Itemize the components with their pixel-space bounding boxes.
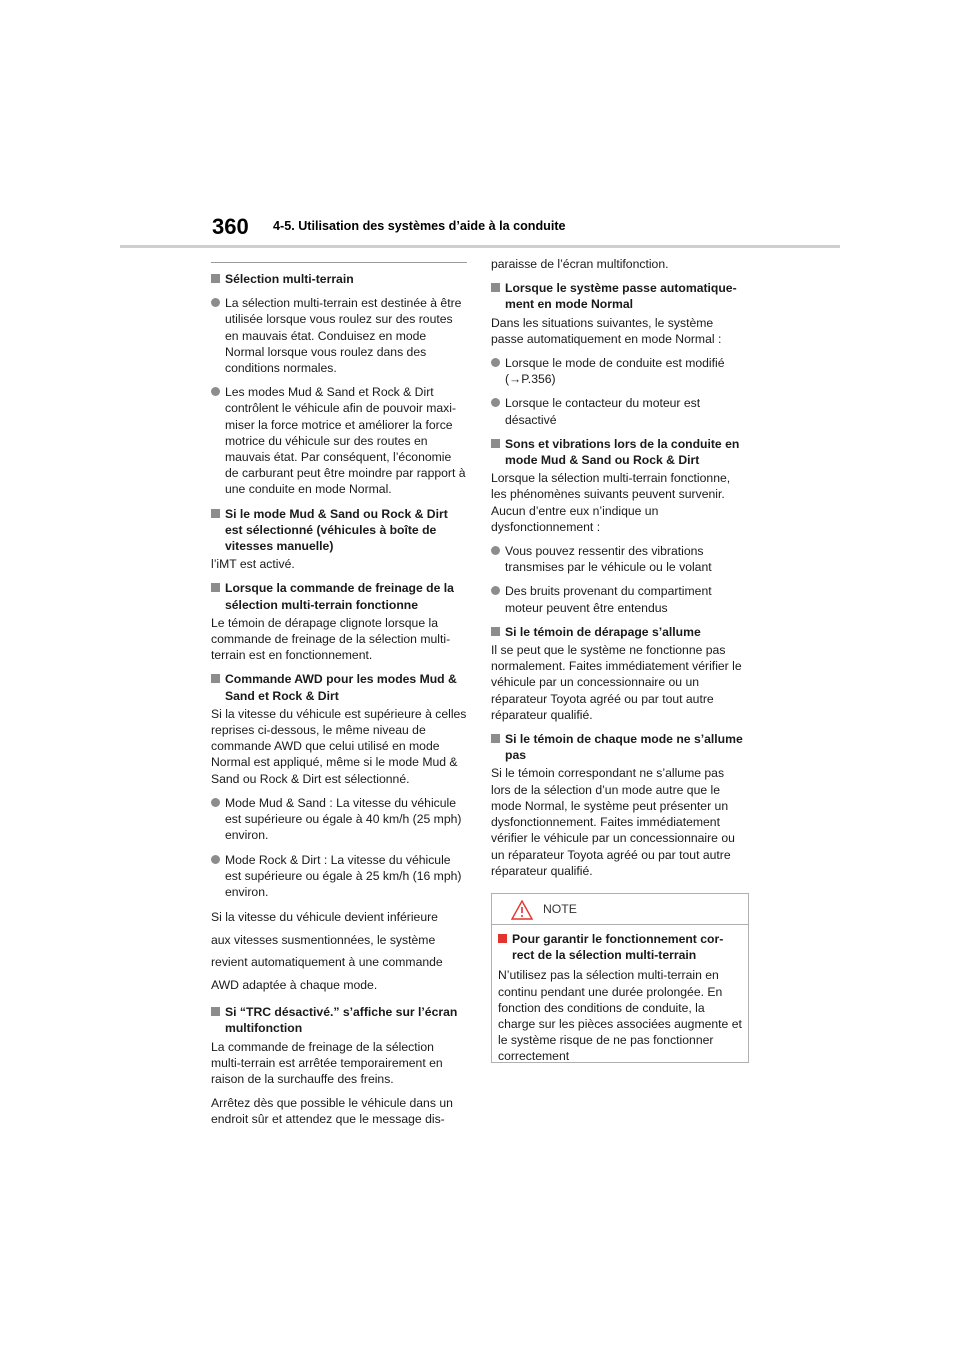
bullet-item: Des bruits provenant du compartiment moteur peuvent être entendus <box>491 583 747 615</box>
heading-mode-selected-manual: Si le mode Mud & Sand ou Rock & Dirt est sélectionné (véhicules à boîte de vitesses manuelle) <box>211 506 467 555</box>
square-bullet-icon <box>211 674 220 683</box>
left-column <box>211 262 467 1136</box>
square-bullet-icon <box>491 439 500 448</box>
heading-brake-control: Lorsque la commande de freinage de la sélection multi-terrain fonctionne <box>211 580 467 612</box>
column-top-rule <box>211 262 467 263</box>
square-bullet-icon <box>491 283 500 292</box>
paragraph: Lorsque la sélection multi-terrain fonctionne, les phénomènes suivants peuvent survenir. Aucun d’entre eux n’indique un dysfonctionnement : <box>491 471 731 534</box>
bullet-item: Lorsque le mode de conduite est modifié (→P.356) <box>491 355 747 387</box>
round-bullet-icon <box>491 398 500 407</box>
paragraph: Arrêtez dès que possible le véhicule dans un endroit sûr et attendez que le message dis- <box>211 1096 453 1127</box>
paragraph: Il se peut que le système ne fonctionne pas normalement. Faites immédiatement vérifier le véhicule par un concessionnaire ou un réparateur Toyota agréé ou par tout autre réparateur qualifié. <box>491 643 742 722</box>
right-column <box>491 256 747 887</box>
red-square-bullet-icon <box>498 934 507 943</box>
note-text: N’utilisez pas la sélection multi-terrain en continu pendant une durée prolongée. En fonction des conditions de conduite, la charge sur les pièces associées augmente et le système risque de ne pas fonctionner correctement <box>498 968 742 1064</box>
heading-auto-normal-mode: Lorsque le système passe automatique-ment en mode Normal <box>491 280 747 312</box>
section-title: 4-5. Utilisation des systèmes d’aide à la conduite <box>273 219 566 233</box>
header-rule <box>120 245 840 248</box>
heading-sounds-vibrations: Sons et vibrations lors de la conduite en mode Mud & Sand ou Rock & Dirt <box>491 436 747 468</box>
heading-mode-indicator-off: Si le témoin de chaque mode ne s’allume pas <box>491 731 747 763</box>
round-bullet-icon <box>491 586 500 595</box>
note-header <box>492 894 748 925</box>
note-box <box>491 893 749 1063</box>
paragraph: Dans les situations suivantes, le système passe automatiquement en mode Normal : <box>491 315 722 346</box>
note-label: NOTE <box>543 902 577 916</box>
square-bullet-icon <box>211 509 220 518</box>
note-heading: Pour garantir le fonctionnement cor-rect de la sélection multi-terrain <box>498 931 742 963</box>
round-bullet-icon <box>211 855 220 864</box>
note-body <box>492 925 748 1065</box>
bullet-item: Les modes Mud & Sand et Rock & Dirt contrôlent le véhicule afin de pouvoir maxi-miser la force motrice et améliorer la force motrice du véhicule sur des routes en mauvais état. Par conséquent, l’économie de carburant peut être moindre par rapport à une conduite en mode Normal. <box>211 384 467 497</box>
paragraph: l’iMT est activé. <box>211 557 295 572</box>
round-bullet-icon <box>491 546 500 555</box>
round-bullet-icon <box>211 798 220 807</box>
heading-trc-off-message: Si “TRC désactivé.” s’affiche sur l’écran multifonction <box>211 1004 467 1036</box>
bullet-item: Vous pouvez ressentir des vibrations transmises par le véhicule ou le volant <box>491 543 747 575</box>
paragraph-line: Si la vitesse du véhicule devient inférieure <box>211 910 438 925</box>
paragraph: paraisse de l’écran multifonction. <box>491 257 669 271</box>
heading-slip-indicator: Si le témoin de dérapage s’allume <box>491 624 747 640</box>
square-bullet-icon <box>211 583 220 592</box>
square-bullet-icon <box>491 734 500 743</box>
paragraph-line: aux vitesses susmentionnées, le système <box>211 932 436 947</box>
paragraph: La commande de freinage de la sélection multi-terrain est arrêtée temporairement en raison de la surchauffe des freins. <box>211 1039 443 1086</box>
square-bullet-icon <box>211 274 220 283</box>
heading-awd-control: Commande AWD pour les modes Mud & Sand et Rock & Dirt <box>211 671 467 703</box>
round-bullet-icon <box>211 387 220 396</box>
paragraph: Si la vitesse du véhicule est supérieure à celles reprises ci-dessous, le même niveau de commande AWD que celui utilisé en mode Normal est appliqué, même si le mode Mud & Sand ou Rock & Dirt est sélectionné. <box>211 706 467 786</box>
bullet-item: Lorsque le contacteur du moteur est désactivé <box>491 395 747 427</box>
round-bullet-icon <box>211 298 220 307</box>
page-number: 360 <box>212 214 249 239</box>
warning-triangle-icon <box>511 900 533 920</box>
paragraph: Si le témoin correspondant ne s’allume pas lors de la sélection d’un mode autre que le mode Normal, le système peut présenter un dysfonctionnement. Faites immédiatement vérifier le véhicule par un concessionnaire ou un réparateur Toyota agréé ou par tout autre réparateur qualifié. <box>491 766 735 878</box>
paragraph: Le témoin de dérapage clignote lorsque la commande de freinage de la sélection multi-terrain est en fonctionnement. <box>211 615 451 663</box>
square-bullet-icon <box>491 627 500 636</box>
paragraph-line: AWD adaptée à chaque mode. <box>211 977 378 992</box>
heading-multi-terrain-select: Sélection multi-terrain <box>211 271 467 287</box>
bullet-item: Mode Mud & Sand : La vitesse du véhicule est supérieure ou égale à 40 km/h (25 mph) environ. <box>211 795 467 844</box>
bullet-item: La sélection multi-terrain est destinée à être utilisée lorsque vous roulez sur des routes en mauvais état. Conduisez en mode Normal lorsque vous roulez dans des conditions normales. <box>211 295 467 376</box>
square-bullet-icon <box>211 1007 220 1016</box>
bullet-item: Mode Rock & Dirt : La vitesse du véhicule est supérieure ou égale à 25 km/h (16 mph) environ. <box>211 852 467 901</box>
paragraph-line: revient automatiquement à une commande <box>211 955 443 970</box>
round-bullet-icon <box>491 358 500 367</box>
